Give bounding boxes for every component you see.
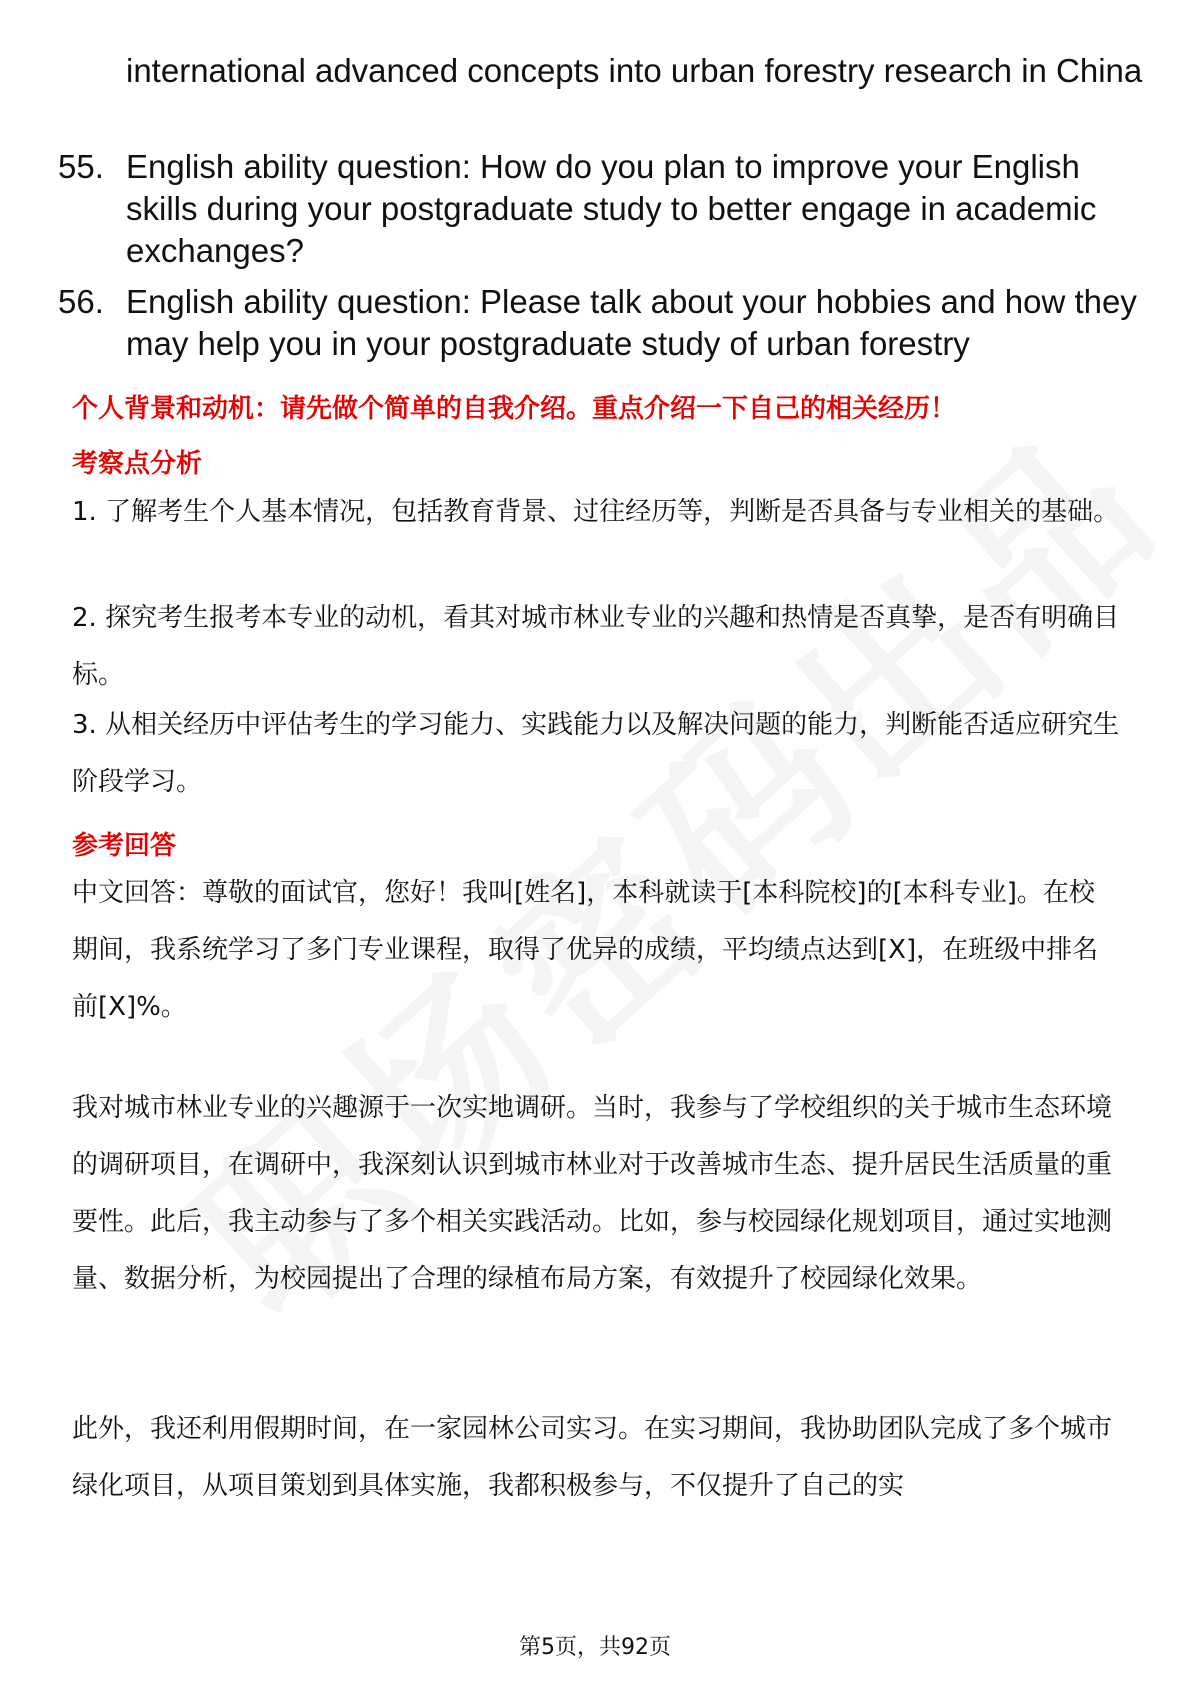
answer-paragraph-3: 此外，我还利用假期时间，在一家园林公司实习。在实习期间，我协助团队完成了多个城市绿化项目，从项目策划到具体实施，我都积极参与，不仅提升了自己的实 [72, 1414, 1113, 1501]
english-question-55 [58, 146, 1158, 272]
english-question-continuation: international advanced concepts into urban forestry research in China [126, 52, 1143, 89]
analysis-point-3: 3. 从相关经历中评估考生的学习能力、实践能力以及解决问题的能力，判断能否适应研究生阶段学习。 [72, 710, 1120, 797]
analysis-point-2: 2. 探究考生报考本专业的动机，看其对城市林业专业的兴趣和热情是否真挚，是否有明确目标。 [72, 603, 1120, 690]
analysis-heading: 考察点分析 [72, 449, 203, 479]
question-text: English ability question: How do you plan to improve your English skills during your postgraduate study to better engage in academic exchanges? [126, 148, 1097, 269]
answer-paragraph-1: 中文回答：尊敬的面试官，您好！我叫[姓名]，本科就读于[本科院校]的[本科专业]。在校期间，我系统学习了多门专业课程，取得了优异的成绩，平均绩点达到[X]，在班级中排名前[X]%。 [72, 878, 1099, 1022]
answer-heading: 参考回答 [72, 831, 177, 861]
english-question-56 [58, 281, 1158, 365]
page-footer: 第5页，共92页 [519, 1635, 671, 1660]
question-number: 56. [58, 283, 104, 320]
question-title: 个人背景和动机：请先做个简单的自我介绍。重点介绍一下自己的相关经历！ [72, 394, 957, 424]
analysis-point-1: 1. 了解考生个人基本情况，包括教育背景、过往经历等，判断是否具备与专业相关的基础。 [72, 497, 1120, 527]
question-number: 55. [58, 148, 104, 185]
question-text: English ability question: Please talk about your hobbies and how they may help you in your postgraduate study of urban forestry [126, 283, 1137, 362]
answer-paragraph-2: 我对城市林业专业的兴趣源于一次实地调研。当时，我参与了学校组织的关于城市生态环境的调研项目，在调研中，我深刻认识到城市林业对于改善城市生态、提升居民生活质量的重要性。此后，我主动参与了多个相关实践活动。比如，参与校园绿化规划项目，通过实地测量、数据分析，为校园提出了合理的绿植布局方案，有效提升了校园绿化效果。 [72, 1093, 1113, 1294]
